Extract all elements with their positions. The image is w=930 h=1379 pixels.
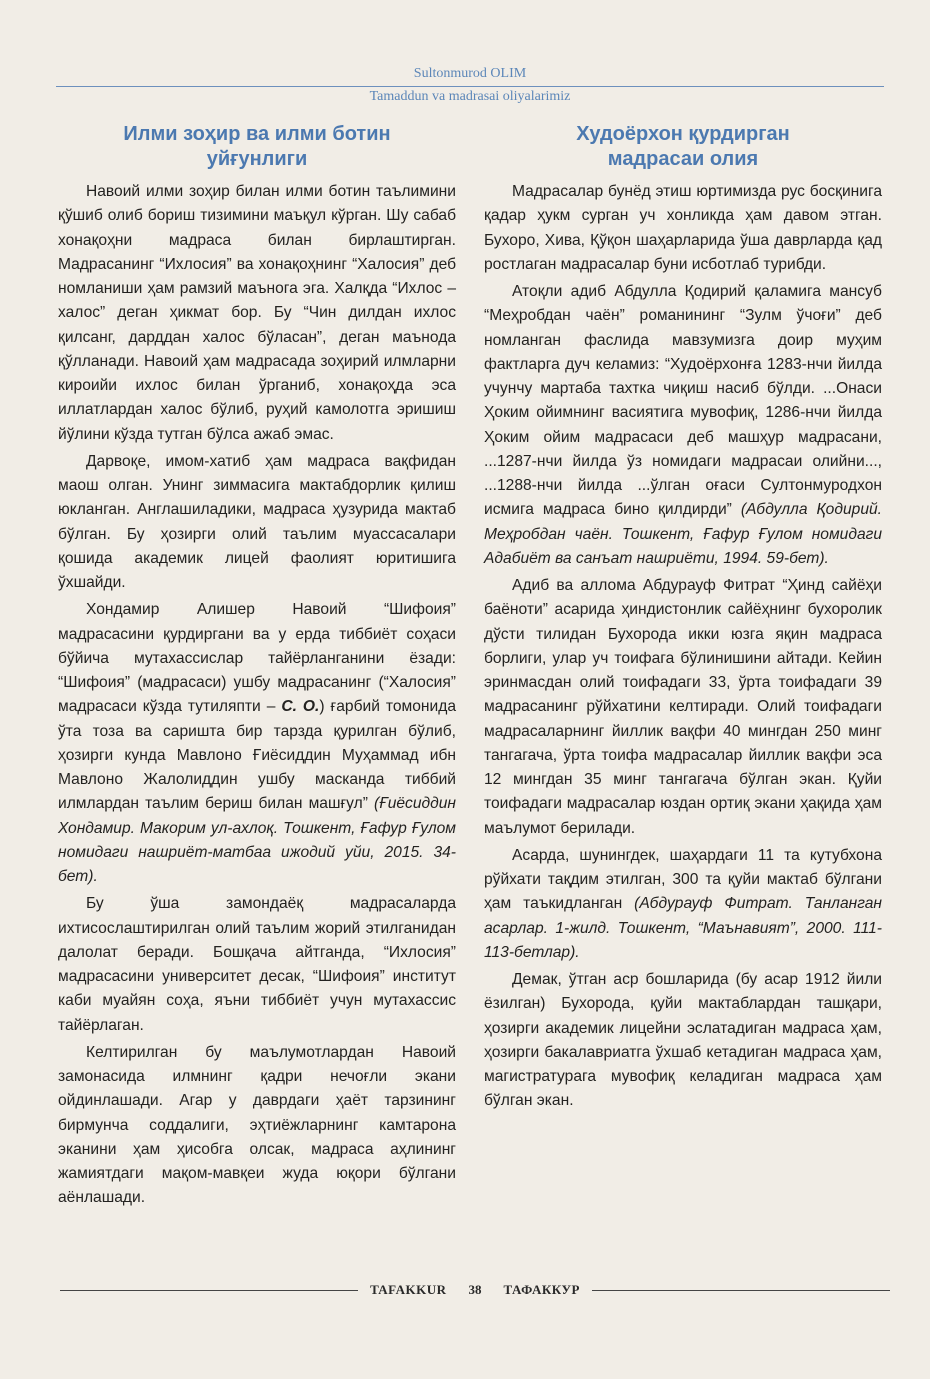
running-head <box>56 64 884 106</box>
right-title-line1: Худоёрхон қурдирган <box>576 123 790 145</box>
left-paragraph-1: Навоий илми зоҳир билан илми ботин таълимини қўшиб олиб бориш тизимини маъқул кўрган. Шу сабаб хонақоҳни мадраса билан бирлаштирган. Мадрасанинг “Ихлосия” ва хонақоҳнинг “Халосия” деб номланиши ҳам рамзий маънога эга. Халқда “Ихлос – халос” деган ҳикмат бор. Бу “Чин дилдан ихлос қилсанг, дарддан халос бўласан”, деган маънода қўлланади. Навоий ҳам мадрасада зоҳирий илмларни кироийи ихлос билан ўрганиб, хонақоҳда эса иллатлардан халос бўлиб, руҳий камолотга эришиш йўлини кўзда тутган бўлса ажаб эмас. <box>58 183 456 443</box>
right-citation-1: (Абдулла Қодирий. Меҳробдан чаён. Тошкент, Ғафур Ғулом номидаги Адабиёт ва санъат нашриёти, 1994. 59-бет). <box>484 501 882 567</box>
author-initials: С. О. <box>281 698 320 716</box>
left-paragraph-5: Келтирилган бу маълумотлардан Навоий замонасида илмнинг қадри нечоғли экани ойдинлашади. Агар у даврдаги ҳаёт тарзининг бирмунча соддалиги, эҳтиёжларнинг камтарона эканини ҳам ҳисобга олсак, мадраса аҳлининг жамиятдаги мақом-мавқеи жуда юқори бўлгани аёнлашади. <box>58 1043 456 1207</box>
right-p2-text: Атоқли адиб Абдулла Қодирий қаламига мансуб “Меҳробдан чаён” романининг “Зулм ўчоғи” деб номланган фаслида мавзумизга доир муҳим фактларга дуч келамиз: “Худоёрхонға 1283-нчи йилда учунчу мартаба тахтка чиқиш насиб бўлди. ...Онаси Ҳоким ойимнинг васиятига мувофиқ, 1286-нчи йилда Ҳоким ойим мадрасаси деб машҳур мадрасани, ...1287-нчи йилда ўз номидаги мадрасаи олийни..., ...1288-нчи йилда ...ўлган оғаси Султонмуродхон исмига мадраса бино қилдирди” <box>484 283 882 519</box>
article-series-title: Tamaddun va madrasai oliyalarimiz <box>369 89 571 104</box>
footer-title-latin: TAFAKKUR <box>370 1282 447 1297</box>
footer-rule-left <box>60 1290 358 1291</box>
left-section-title <box>58 122 456 172</box>
left-paragraph-3 <box>58 598 456 889</box>
left-title-line1: Илми зоҳир ва илми ботин <box>123 123 391 145</box>
left-paragraph-4: Бу ўша замондаёқ мадрасаларда ихтисослаштирилган олий таълим жорий этилганидан далолат беради. Бошқача айтганда, “Ихлосия” мадрасасини университет десак, “Шифоия” институт каби муайян соҳа, яъни тиббиёт учун мутахассис тайёрлаган. <box>58 895 456 1034</box>
footer-title-cyrillic: ТАФАККУР <box>503 1282 580 1297</box>
right-title-line2: мадрасаи олия <box>607 148 759 170</box>
left-column <box>58 122 456 1211</box>
right-citation-2: (Абдурауф Фитрат. Танланган асарлар. 1-жилд. Тошкент, “Маънавият”, 2000. 111-113-бетлар). <box>484 895 882 961</box>
author-name: Sultonmurod OLIM <box>413 66 527 81</box>
page-footer <box>60 1282 890 1298</box>
p3-text-a: Хондамир Алишер Навоий “Шифоия” мадрасасини қурдиргани ва у ерда тиббиёт соҳаси бўйича мутахассислар тайёрланганини ёзади: “Шифоия” (мадрасаси) ушбу мадрасанинг (“Халосия” мадрасаси кўзда тутиляпти – <box>58 601 456 716</box>
left-citation-1: (Ғиёсиддин Хондамир. Макорим ул-ахлоқ. Тошкент, Ғафур Ғулом номидаги нашриёт-матбаа ижодий уйи, 2015. 34-бет). <box>58 795 456 885</box>
right-paragraph-2 <box>484 280 882 571</box>
left-title-line2: уйғунлиги <box>206 148 308 170</box>
p3-text-c: ) ғарбий томонида ўта тоза ва саришта бир тарзда қурилган бўлиб, ҳозирги кунда Мавлоно Ғиёсиддин Муҳаммад ибн Мавлоно Жалолиддин ушбу масканда тиббий илмлардан таълим бериш билан машғул” <box>58 698 457 813</box>
page-number: 38 <box>468 1282 482 1297</box>
footer-rule-right <box>592 1290 890 1291</box>
right-section-title <box>484 122 882 172</box>
right-p4-text: Асарда, шунингдек, шаҳардаги 11 та кутубхона рўйхати тақдим этилган, 300 та қуйи мактаб бўлгани ҳам таъкидланган <box>484 846 882 913</box>
left-paragraph-2: Дарвоқе, имом-хатиб ҳам мадраса вақфидан маош олган. Унинг зиммасига мактабдорлик қилиш юкланган. Англашиладики, мадраса ҳузурида мактаб бўлган. Бу ҳозирги олий таълим муассасалари қошида академик лицей фаолият юритишига ўхшайди. <box>58 452 456 591</box>
right-paragraph-4 <box>484 844 882 965</box>
right-paragraph-5: Демак, ўтган аср бошларида (бу асар 1912 йили ёзилган) Бухорода, қуйи мактаблардан ташқари, ҳозирги академик лицейни эслатадиган мадраса ҳам, ҳозирги бакалавриатга ўхшаб кетадиган мадраса ҳам, магистратурага мувофиқ келадиган мадраса ҳам бўлган экан. <box>484 971 882 1110</box>
right-paragraph-3: Адиб ва аллома Абдурауф Фитрат “Ҳинд сайёҳи баёноти” асарида ҳиндистонлик сайёҳнинг бухоролик дўсти тилидан Бухорода икки юзга яқин мадраса борлиги, улар уч тоифага бўлинишини айтади. Кейин эринмасдан олий тоифадаги 33, ўрта тоифадаги 39 мадрасанинг рўйхатини келтиради. Олий тоифадаги мадрасаларнинг йиллик вақфи 40 мингдан 250 минг тангагача, ўрта тоифа мадрасалар йиллик вақфи эса 12 мингдан 35 минг тангагача бўлган экан. Қуйи тоифадаги мадрасалар юздан ортиқ экани ҳақида ҳам маълумот берилади. <box>484 577 882 837</box>
header-rule <box>56 86 884 87</box>
right-paragraph-1: Мадрасалар бунёд этиш юртимизда рус босқинига қадар ҳукм сурган уч хонликда ҳам давом этган. Бухоро, Хива, Қўқон шаҳарларида ўша даврларда қад ростлаган мадрасалар буни исботлаб турибди. <box>484 183 882 273</box>
right-column <box>484 122 882 1114</box>
